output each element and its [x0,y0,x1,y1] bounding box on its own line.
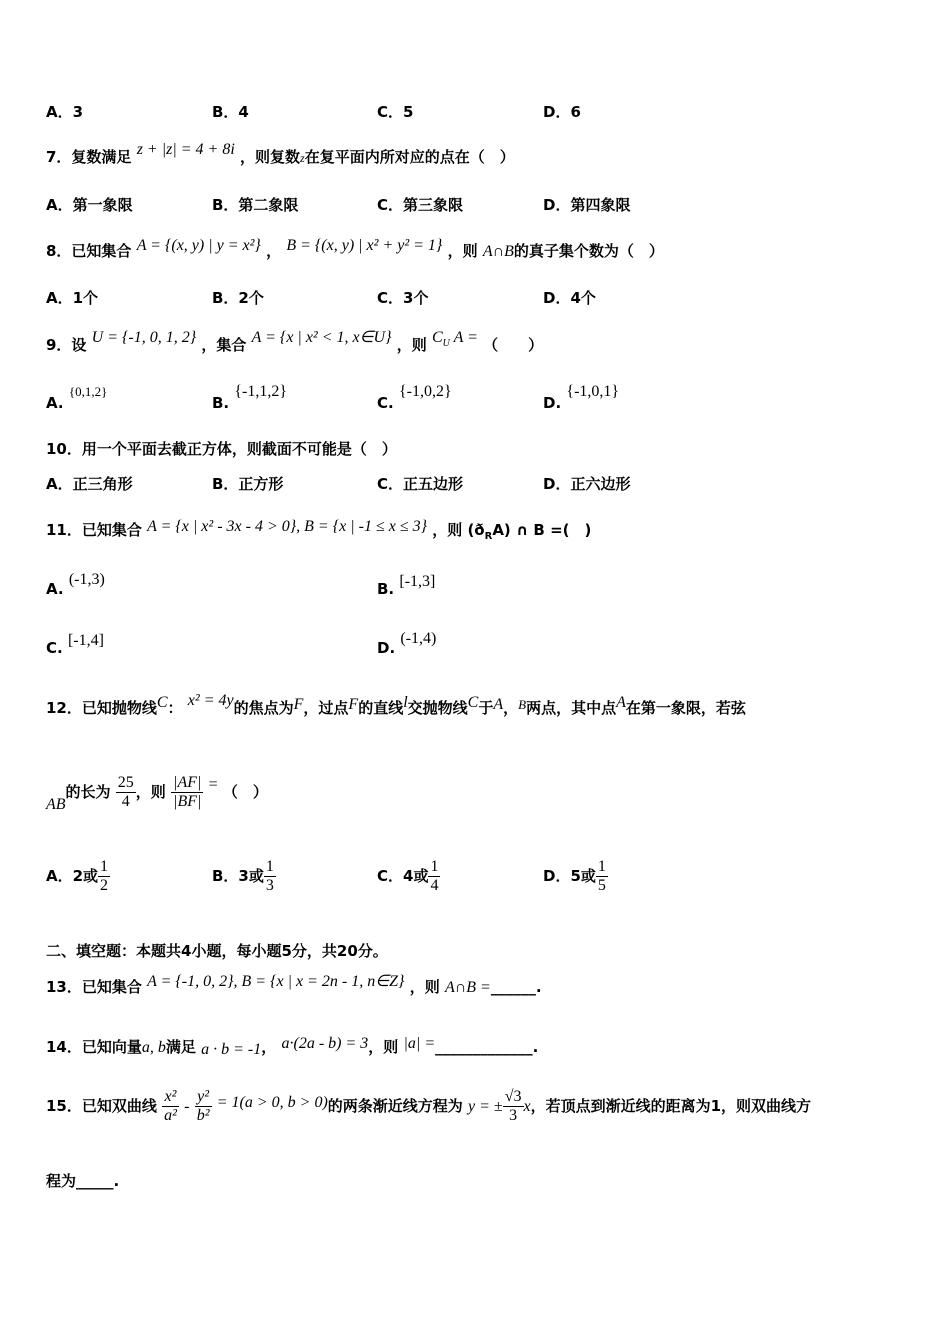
q11-suffix: ，则 (ð [432,521,485,539]
q8-option-c: C．3个 [377,289,429,307]
q9-middle-1: ，集合 [201,336,247,354]
q12-f2: F [348,696,359,713]
q14-prefix: 14．已知向量 [46,1038,142,1056]
q7-expression: z + |z| = 4 + 8i [136,141,235,158]
question-15 [46,1088,811,1125]
q12-line2-p2: ，则 [135,783,166,801]
q6-option-d: D．6 [543,103,581,121]
q11-suffix-tail: A) ∩ B =( ) [492,521,592,539]
q13-end: . [535,978,542,996]
q12-option-a [46,858,110,895]
q11-option-c [46,632,104,660]
q8-option-b: B．2个 [212,289,264,307]
q12-length-den: 4 [121,793,130,810]
q12-option-a-label: A．2或 [46,867,99,885]
q12-p9: 两点，其中点 [526,699,617,717]
q12-p4: ，过点 [303,699,349,717]
q12-p6: 交抛物线 [407,699,468,717]
q15-y-fraction [195,1088,212,1125]
q8-prefix: 8．已知集合 [46,242,132,260]
question-9 [46,329,544,363]
q9-option-b [212,383,288,415]
q15-prefix: 15．已知双曲线 [46,1097,157,1115]
q9-set-u: U = {-1, 0, 1, 2} [91,329,197,346]
q11-prefix: 11．已知集合 [46,521,142,539]
q6-option-b: B．4 [212,103,249,121]
q12-l: l [403,694,408,711]
q15-x-num: x² [162,1088,179,1107]
q15-minus: - [184,1098,190,1115]
q9-option-c-label: C. [377,394,394,412]
q12-option-c-num: 1 [430,858,439,875]
q12-option-d-fraction [596,858,608,895]
q12-c: C [156,694,168,711]
q12-option-d-label: D．5或 [543,867,596,885]
q14-p1: 满足 [165,1038,196,1056]
q12-option-b-label: B．3或 [212,867,264,885]
q15-condition: = 1(a > 0, b > 0) [216,1094,328,1111]
q11-option-a-value: (-1,3) [68,571,105,588]
q9-option-a-value: {0,1,2} [68,384,108,399]
q13-middle: ，则 [409,978,440,996]
q7-option-d: D．第四象限 [543,196,631,214]
q12-p8: ， [503,699,519,717]
q12-option-b-num: 1 [265,858,274,875]
q12-option-a-den: 2 [100,877,109,894]
q14-end: . [532,1038,539,1056]
q12-line2-p1: 的长为 [65,783,111,801]
q9-option-b-value: {-1,1,2} [234,383,288,400]
q14-cond-2: a·(2a - b) = 3 [281,1035,369,1052]
q9-option-d-label: D. [543,394,562,412]
q14-vars: a, b [141,1039,166,1056]
q8-option-d: D．4个 [543,289,596,307]
q14-cond-1: a · b = -1 [201,1041,262,1058]
q12-option-a-num: 1 [100,858,109,875]
q9-complement-sub: U [442,338,450,350]
q13-set-a: A = {-1, 0, 2} [147,973,234,990]
q7-option-c: C．第三象限 [377,196,464,214]
q12-option-c-fraction [428,858,440,895]
question-13 [46,973,542,999]
q9-suffix: （ ） [483,336,544,354]
q12-p1: 12．已知抛物线 [46,699,157,717]
q14-expression: |a| = [403,1035,436,1052]
q12-a: A [493,696,504,713]
q12-p2: ： [167,699,183,717]
q12-option-b-den: 3 [265,877,274,894]
q8-set-b: B = {(x, y) | x² + y² = 1} [286,237,443,254]
q15-asym-x: x [523,1098,531,1115]
q9-complement-tail: A = [453,329,478,346]
q12-p3: 的焦点为 [233,699,294,717]
q8-expression: A∩B [482,243,514,260]
q12-option-d-num: 1 [597,858,606,875]
q15-asymptote: y = ± [468,1098,503,1115]
q9-option-d [543,383,620,415]
q11-option-d-label: D. [377,639,396,657]
q12-ratio-den: |BF| [173,793,202,810]
q14-p3: ，则 [368,1038,399,1056]
q12-option-c-den: 4 [430,877,439,894]
q12-p10: 在第一象限，若弦 [625,699,746,717]
question-12-line-2 [46,774,268,811]
q9-option-b-label: B. [212,394,230,412]
q7-option-b: B．第二象限 [212,196,299,214]
q11-option-d [377,630,437,660]
q11-option-b-value: [-1,3] [399,573,436,590]
q12-b: B [518,697,527,712]
question-15-line-2 [46,1170,119,1192]
q14-blank: _____________ [435,1038,533,1056]
q12-option-b-fraction [264,858,276,895]
q12-c2: C [467,694,479,711]
q12-p5: 的直线 [358,699,404,717]
q15-end: . [113,1172,120,1190]
q13-blank: ______ [490,978,536,996]
q15-x-den: a² [164,1107,177,1124]
q12-option-d [543,858,608,895]
q6-option-a: A．3 [46,103,84,121]
q15-asym-den: 3 [509,1107,518,1124]
q12-equals: = [208,776,218,793]
q9-option-c-value: {-1,0,2} [398,383,452,400]
q9-set-a: A = {x | x² < 1, x∈U} [251,329,392,346]
section-2-header: 二、填空题：本题共4小题，每小题5分，共20分。 [46,942,388,960]
q12-option-c-label: C．4或 [377,867,429,885]
question-12-line-1 [46,692,746,720]
q12-p7: 于 [478,699,494,717]
question-11 [46,519,591,548]
q9-middle-2: ，则 [396,336,427,354]
q8-middle: ，则 [447,242,478,260]
q7-suffix: 在复平面内所对应的点在（ ） [304,148,515,166]
q8-set-a: A = {(x, y) | y = x²} [136,237,261,254]
q12-option-a-fraction [98,858,110,895]
q12-ab: AB [46,796,66,813]
q11-option-c-value: [-1,4] [67,632,104,649]
q12-equation: x² = 4y [187,692,234,709]
q15-blank: _____ [76,1172,114,1190]
q12-line2-p3: （ ） [222,783,268,801]
q15-p2: ，若顶点到渐近线的距离为1，则双曲线方 [530,1097,812,1115]
q12-f: F [293,696,304,713]
q11-option-a [46,571,105,601]
q14-p2: ， [261,1038,277,1056]
q10-option-c: C．正五边形 [377,475,464,493]
q9-prefix: 9．设 [46,336,87,354]
q15-p1: 的两条渐近线方程为 [327,1097,463,1115]
q10-option-a: A．正三角形 [46,475,133,493]
q7-middle: ，则复数 [240,148,301,166]
q6-option-c: C．5 [377,103,414,121]
q9-option-a-label: A. [46,394,64,412]
question-8 [46,237,664,263]
q11-option-b [377,573,436,601]
q9-option-d-value: {-1,0,1} [566,383,620,400]
q11-set-a: A = {x | x² - 3x - 4 > 0} [147,518,297,535]
q12-ratio-num: |AF| [173,774,202,791]
q13-set-b: , B = {x | x = 2n - 1, n∈Z} [233,973,405,990]
q11-option-c-label: C. [46,639,63,657]
q7-prefix: 7．复数满足 [46,148,132,166]
q15-x-fraction [162,1088,179,1125]
q7-variable: z [300,151,305,165]
q8-separator: ， [266,242,282,260]
q9-complement [432,329,478,350]
q12-length-num: 25 [117,774,134,791]
q15-y-num: y² [195,1088,212,1107]
q11-option-a-label: A. [46,580,64,598]
q12-option-c [377,858,440,895]
q11-option-b-label: B. [377,580,395,598]
question-7 [46,141,515,169]
q15-y-den: b² [196,1107,210,1124]
question-14 [46,1036,538,1059]
q13-prefix: 13．已知集合 [46,978,142,996]
q9-complement-c: C [432,329,443,346]
question-10: 10．用一个平面去截正方体，则截面不可能是（ ） [46,440,397,458]
q10-option-b: B．正方形 [212,475,284,493]
q9-option-a [46,384,108,415]
q8-suffix: 的真子集个数为（ ） [513,242,664,260]
q11-option-d-value: (-1,4) [400,630,437,647]
q12-option-d-den: 5 [597,877,606,894]
q9-option-c [377,383,452,415]
q12-a2: A [616,694,626,711]
q10-option-d: D．正六边形 [543,475,631,493]
q8-option-a: A．1个 [46,289,99,307]
q13-expression: A∩B = [444,979,491,996]
q15-line2: 程为 [46,1172,77,1190]
q12-length-fraction [116,774,136,811]
q11-set-b: , B = {x | -1 ≤ x ≤ 3} [296,518,427,535]
q7-option-a: A．第一象限 [46,196,133,214]
q11-suffix-sub: R [484,531,493,542]
q12-ratio-fraction [171,774,203,811]
q15-asym-num: √3 [504,1088,522,1105]
q15-asym-fraction [503,1088,524,1125]
q12-option-b [212,858,276,895]
